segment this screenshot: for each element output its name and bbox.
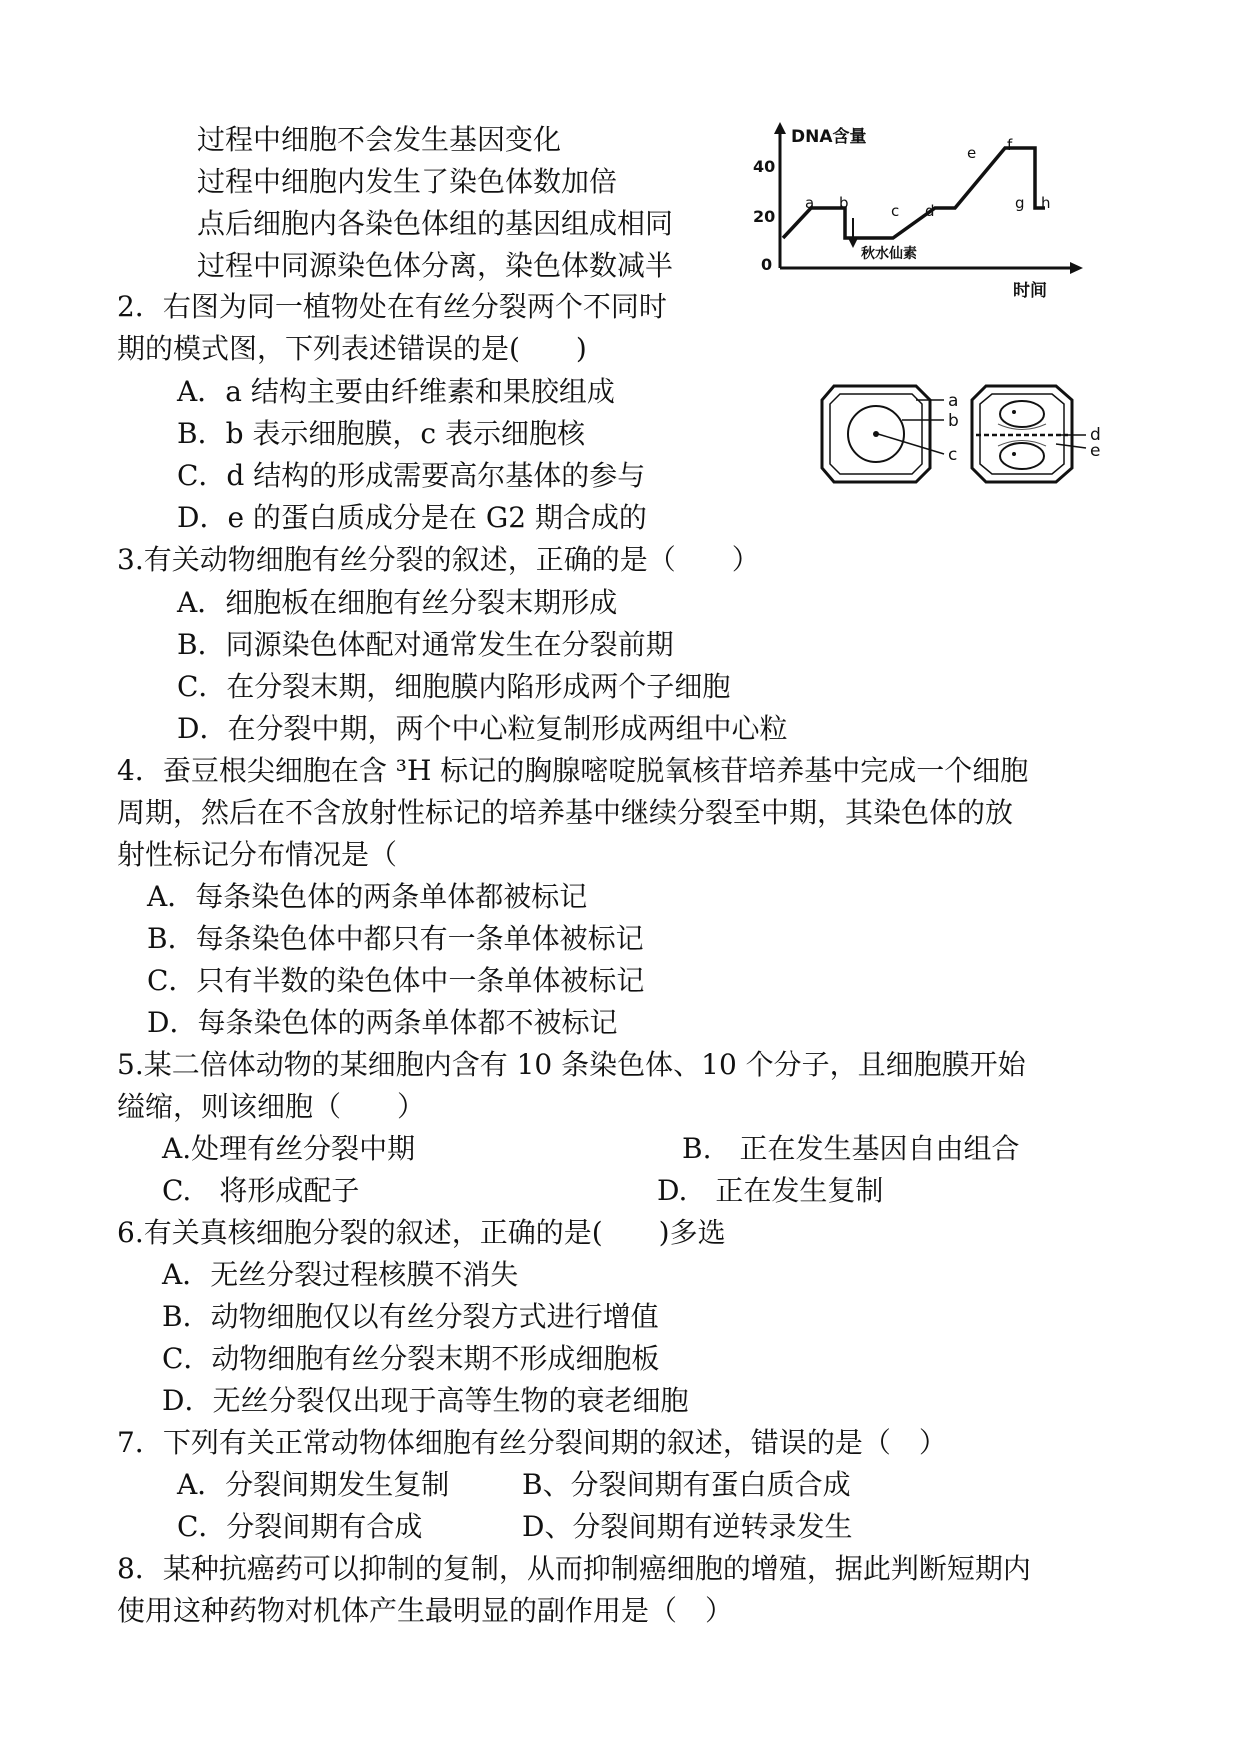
q6-option-c: C．动物细胞有丝分裂末期不形成细胞板 [162,1342,660,1375]
cell-left [822,386,944,482]
q5-option-c: C. 将形成配子 [162,1174,360,1207]
tick-label-40: 40 [753,157,776,176]
q6-stem: 6.有关真核细胞分裂的叙述，正确的是( )多选 [117,1216,726,1249]
q7-option-c: C．分裂间期有合成 [177,1510,423,1543]
q7-option-a: A．分裂间期发生复制 [177,1468,450,1501]
y-axis-arrow [774,122,786,134]
q2-stem-line2: 期的模式图，下列表述错误的是( ) [117,332,587,365]
q3-stem: 3.有关动物细胞有丝分裂的叙述，正确的是（ ） [117,543,760,576]
label-e: e [1090,441,1101,461]
q2-option-b: B．b 表示细胞膜，c 表示细胞核 [177,417,585,450]
point-label-g: g [1015,194,1025,212]
q7-option-b: B、分裂间期有蛋白质合成 [522,1468,851,1501]
q4-option-a: A．每条染色体的两条单体都被标记 [147,880,588,913]
tick-label-20: 20 [753,207,776,226]
q5-stem-line2: 缢缩，则该细胞（ ） [117,1090,426,1123]
q5-option-d: D. 正在发生复制 [657,1174,884,1207]
q3-option-c: C．在分裂末期，细胞膜内陷形成两个子细胞 [177,670,731,703]
label-d: d [1090,425,1101,445]
q5-option-a: A.处理有丝分裂中期 [162,1132,416,1165]
q4-option-c: C．只有半数的染色体中一条单体被标记 [147,964,645,997]
q3-option-a: A．细胞板在细胞有丝分裂末期形成 [177,586,618,619]
q4-option-d: D．每条染色体的两条单体都不被标记 [147,1006,618,1039]
point-label-e: e [967,144,977,162]
dna-content-figure [745,120,1085,307]
label-b: b [948,411,959,431]
q2-option-c: C．d 结构的形成需要高尔基体的参与 [177,459,646,492]
label-a: a [948,391,959,411]
point-label-h: h [1041,194,1051,212]
q4-option-b: B．每条染色体中都只有一条单体被标记 [147,922,644,955]
q3-option-b: B．同源染色体配对通常发生在分裂前期 [177,628,674,661]
q1-option-c: 点后细胞内各染色体组的基因组成相同 [197,207,674,240]
cell-right [972,386,1086,482]
q7-stem: 7．下列有关正常动物体细胞有丝分裂间期的叙述，错误的是（ ） [117,1426,947,1459]
x-axis-label: 时间 [1013,281,1047,300]
q2-option-d: D．e 的蛋白质成分是在 G2 期合成的 [177,501,647,534]
q4-stem-line2: 周期，然后在不含放射性标记的培养基中继续分裂至中期，其染色体的放 [117,796,1014,829]
q7-option-d: D、分裂间期有逆转录发生 [522,1510,853,1543]
tick-label-0: 0 [761,255,773,274]
q1-option-d: 过程中同源染色体分离，染色体数减半 [197,249,674,282]
q2-option-a: A．a 结构主要由纤维素和果胶组成 [177,375,615,408]
q5-stem-line1: 5.某二倍体动物的某细胞内含有 10 条染色体、10 个分子，且细胞膜开始 [117,1048,1026,1081]
y-axis-label: DNA含量 [791,127,867,147]
q6-option-d: D．无丝分裂仅出现于高等生物的衰老细胞 [162,1384,689,1417]
q4-stem-line3: 射性标记分布情况是（ [117,838,398,871]
point-label-c: c [891,202,900,220]
annotation-label: 秋水仙素 [861,246,917,262]
q5-option-b: B. 正在发生基因自由组合 [682,1132,1020,1165]
point-label-f: f [1007,136,1013,154]
q8-stem-line2: 使用这种药物对机体产生最明显的副作用是（ ） [117,1594,734,1627]
label-c: c [948,445,958,465]
point-label-a: a [805,194,815,212]
point-label-d: d [925,202,935,220]
x-axis-arrow [1070,262,1083,274]
dna-series-line [783,148,1045,238]
q1-option-a: 过程中细胞不会发生基因变化 [197,123,562,156]
q6-option-a: A．无丝分裂过程核膜不消失 [162,1258,519,1291]
q1-option-b: 过程中细胞内发生了染色体数加倍 [197,165,618,198]
q8-stem-line1: 8．某种抗癌药可以抑制的复制，从而抑制癌细胞的增殖，据此判断短期内 [117,1552,1031,1585]
q6-option-b: B．动物细胞仅以有丝分裂方式进行增值 [162,1300,659,1333]
q2-stem-line1: 2．右图为同一植物处在有丝分裂两个不同时 [117,290,667,323]
point-label-b: b [839,194,849,212]
q3-option-d: D．在分裂中期，两个中心粒复制形成两组中心粒 [177,712,788,745]
annotation-arrow-icon [848,238,858,248]
q4-stem-line1: 4．蚕豆根尖细胞在含 ³H 标记的胸腺嘧啶脱氧核苷培养基中完成一个细胞 [117,754,1029,787]
cell-mitosis-figure [820,382,1120,499]
